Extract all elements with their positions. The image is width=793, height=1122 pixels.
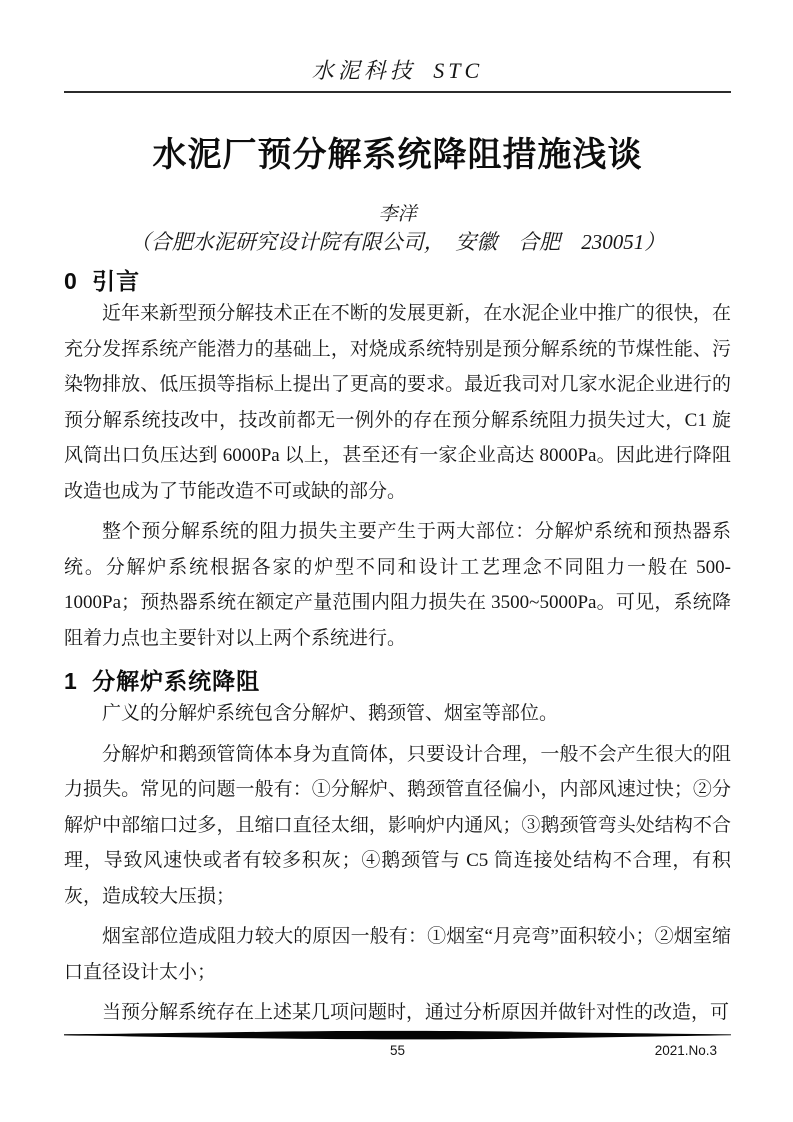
paragraph: 分解炉和鹅颈管筒体本身为直筒体，只要设计合理，一般不会产生很大的阻力损失。常见的问题一般有：①分解炉、鹅颈管直径偏小，内部风速过快；②分解炉中部缩口过多，且缩口直径太细，影响炉内通风；③鹅颈管弯头处结构不合理，导致风速快或者有较多积灰；④鹅颈管与 C5 筒连接处结构不合理，有积灰，造成较大压损； bbox=[64, 743, 731, 907]
author-affiliation: （合肥水泥研究设计院有限公司， 安徽 合肥 230051） bbox=[129, 230, 666, 254]
paragraph: 整个预分解系统的阻力损失主要产生于两大部位：分解炉系统和预热器系统。分解炉系统根据各家的炉型不同和设计工艺理念不同阻力一般在 500-1000Pa；预热器系统在额定产量范围内阻力损失在 3500~5000Pa。可见，系统降阻着力点也主要针对以上两个系统进行。 bbox=[64, 521, 731, 649]
page-content bbox=[0, 57, 793, 1031]
page-number: 55 bbox=[389, 1043, 406, 1058]
paragraph: 当预分解系统存在上述某几项问题时，通过分析原因并做针对性的改造，可 bbox=[102, 1002, 730, 1023]
paragraph: 近年来新型预分解技术正在不断的发展更新，在水泥企业中推广的很快，在充分发挥系统产能潜力的基础上，对烧成系统特别是预分解系统的节煤性能、污染物排放、低压损等指标上提出了更高的要求。最近我司对几家水泥企业进行的预分解系统技改中，技改前都无一例外的存在预分解系统阻力损失过大，C1 旋风筒出口负压达到 6000Pa 以上，甚至还有一家企业高达 8000Pa。因此进行降阻改造也成为了节能改造不可或缺的部分。 bbox=[64, 303, 731, 502]
paragraph: 广义的分解炉系统包含分解炉、鹅颈管、烟室等部位。 bbox=[102, 703, 559, 724]
paragraph: 烟室部位造成阻力较大的原因一般有：①烟室“月亮弯”面积较小；②烟室缩口直径设计太小； bbox=[64, 926, 731, 983]
footer-rule bbox=[64, 1030, 731, 1040]
article-title: 水泥厂预分解系统降阻措施浅谈 bbox=[152, 136, 643, 174]
page-footer bbox=[64, 1030, 731, 1060]
author-name: 李洋 bbox=[378, 204, 417, 225]
section-heading-calciner-system: 1 分解炉系统降阻 bbox=[64, 668, 261, 694]
journal-header: 水泥科技 STC bbox=[311, 58, 484, 83]
header-rule bbox=[64, 91, 731, 93]
section-heading-introduction: 0 引言 bbox=[64, 268, 141, 294]
footer-row bbox=[64, 1042, 731, 1060]
issue-label: 2021.No.3 bbox=[654, 1043, 717, 1058]
